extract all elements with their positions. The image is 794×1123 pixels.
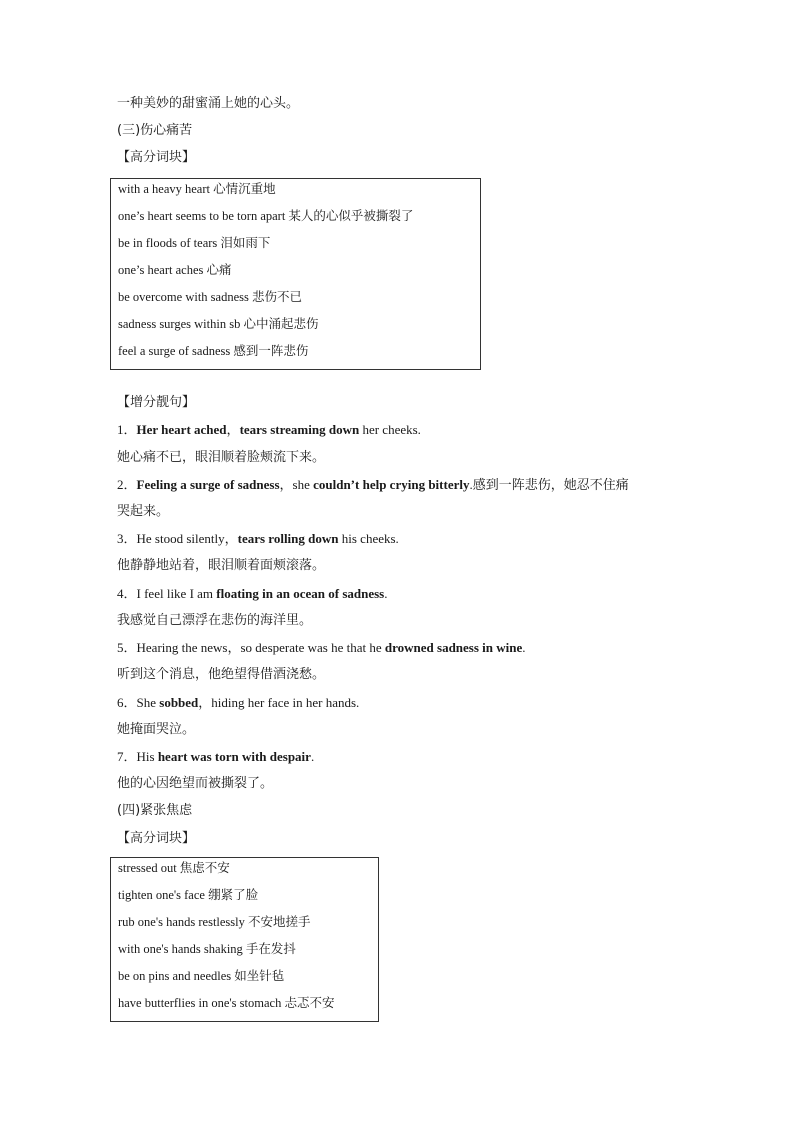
sentence-6-cn: 她掩面哭泣。 (117, 722, 196, 737)
sentence-bold-part: sobbed (159, 695, 199, 710)
vocab-item: rub one's hands restlessly 不安地搓手 (118, 915, 311, 929)
sentence-part: ， (226, 422, 240, 437)
sentence-number: 3． (117, 531, 137, 546)
sentence-part: His (136, 749, 158, 764)
vocab-item: be in floods of tears 泪如雨下 (118, 236, 271, 250)
sentence-part: Hearing the news，so desperate was he that he (136, 640, 385, 655)
sentence-bold-part: floating in an ocean of sadness (216, 586, 385, 601)
sentence-number: 2． (117, 477, 137, 492)
vocab-item: be overcome with sadness 悲伤不已 (118, 290, 302, 304)
vocab-item: stressed out 焦虑不安 (118, 861, 230, 875)
vocab-item: one’s heart seems to be torn apart 某人的心似乎被撕裂了 (118, 209, 414, 223)
sentence-bold-part: drowned sadness in wine (384, 640, 523, 655)
sentence-part: She (136, 695, 160, 710)
sentence-number: 5． (117, 640, 137, 655)
sentence-bold-part: couldn’t help crying bitterly (313, 477, 470, 492)
sentence-3-cn: 他静静地站着，眼泪顺着面颊滚落。 (117, 558, 326, 573)
section-3-title: (三)伤心痛苦 (117, 123, 193, 138)
sentence-1-cn: 她心痛不已，眼泪顺着脸颊流下来。 (117, 450, 326, 465)
section-3-sentences-heading: 【增分靓句】 (117, 395, 196, 410)
sentence-part: . (384, 586, 388, 601)
sentence-bold-part: Feeling a surge of sadness (136, 477, 280, 492)
sentence-7-cn: 他的心因绝望而被撕裂了。 (117, 776, 274, 791)
sentence-1-en (117, 421, 421, 439)
sentence-part: I feel like I am (136, 586, 217, 601)
section-4-vocab-heading: 【高分词块】 (117, 831, 196, 846)
sentence-bold-part: tears rolling down (237, 531, 339, 546)
section-4-vocab-box (110, 857, 379, 1022)
sentence-part: . (310, 749, 315, 764)
vocab-item: tighten one's face 绷紧了脸 (118, 888, 259, 902)
vocab-item: feel a surge of sadness 感到一阵悲伤 (118, 344, 309, 358)
sentence-part: her cheeks. (359, 422, 421, 437)
sentence-part: .感到一阵悲伤，她忍不住痛 (469, 477, 629, 492)
sentence-6-en (117, 694, 359, 712)
sentence-bold-part: heart was torn with despair (157, 749, 311, 764)
sentence-part: his cheeks. (338, 531, 399, 546)
vocab-item: one’s heart aches 心痛 (118, 263, 232, 277)
sentence-number: 6． (117, 695, 137, 710)
sentence-5-cn: 听到这个消息，他绝望得借酒浇愁。 (117, 667, 326, 682)
section-3-vocab-heading: 【高分词块】 (117, 150, 196, 165)
vocab-item: with a heavy heart 心情沉重地 (118, 182, 276, 196)
section-4-title: (四)紧张焦虑 (117, 803, 193, 818)
sentence-5-en (117, 639, 526, 657)
sentence-3-en (117, 530, 399, 548)
sentence-part: He stood silently， (136, 531, 238, 546)
sentence-2-cn: 哭起来。 (117, 504, 170, 519)
vocab-item: have butterflies in one's stomach 忐忑不安 (118, 996, 335, 1010)
sentence-number: 7． (117, 749, 137, 764)
intro-line: 一种美妙的甜蜜涌上她的心头。 (117, 96, 300, 111)
sentence-number: 1． (117, 422, 137, 437)
section-3-vocab-box (110, 178, 481, 370)
sentence-part: ，hiding her face in her hands. (198, 695, 360, 710)
sentence-2-en (117, 476, 629, 494)
sentence-7-en (117, 748, 314, 766)
vocab-item: sadness surges within sb 心中涌起悲伤 (118, 317, 319, 331)
sentence-bold-part: Her heart ached (136, 422, 227, 437)
sentence-part: ，she (279, 477, 314, 492)
sentence-bold-part: tears streaming down (239, 422, 360, 437)
vocab-item: with one's hands shaking 手在发抖 (118, 942, 296, 956)
vocab-item: be on pins and needles 如坐针毡 (118, 969, 285, 983)
sentence-part: . (522, 640, 526, 655)
sentence-4-en (117, 585, 387, 603)
sentence-4-cn: 我感觉自己漂浮在悲伤的海洋里。 (117, 613, 313, 628)
sentence-number: 4． (117, 586, 137, 601)
